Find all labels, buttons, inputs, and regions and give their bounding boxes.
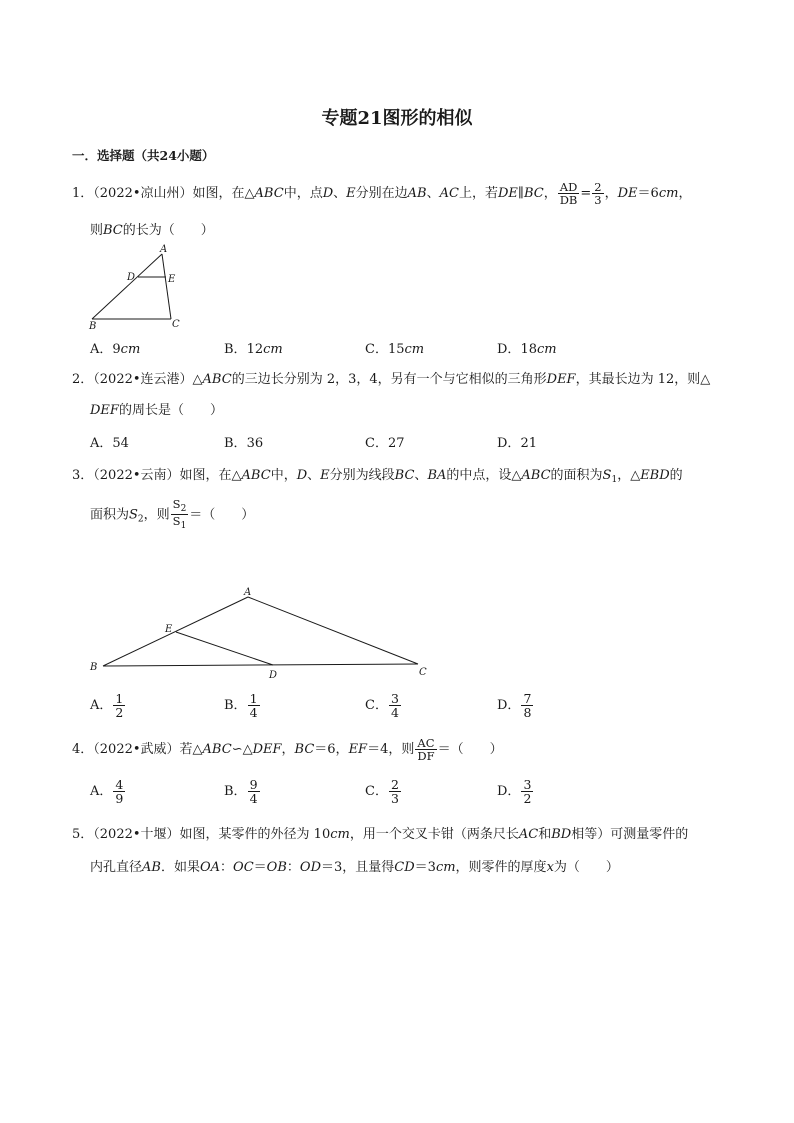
label-d: D [127, 272, 136, 283]
triangle-figure-q3 [84, 585, 434, 685]
q2-option-b[interactable]: B．36 [224, 436, 264, 451]
q4-option-b[interactable]: B． $\frac{9}{4}$ [224, 777, 258, 807]
question-2-line-1: 2．（2022•连云港）△ABC的三边长分别为 2，3，4，另有一个与它相似的三角形DEF，其最长边为 12，则△ [72, 372, 711, 387]
fraction-ac-df: $\frac{AC}{DF}$ [417, 736, 435, 764]
q4-option-a[interactable]: A． $\frac{4}{9}$ [90, 777, 124, 807]
q4-option-d[interactable]: D． $\frac{3}{2}$ [497, 777, 532, 807]
question-1-line-1: 1．（2022•凉山州）如图，在△ABC中，点D、E分别在边AB、AC上，若DE∥BC， $\frac{AD}{DB}$ = $\frac{2}{3}$ ，DE＝6cm， [72, 180, 692, 208]
label-e: E [168, 274, 176, 285]
section-heading: 一．选择题（共24小题） [72, 148, 215, 163]
q2-option-d[interactable]: D．21 [497, 436, 537, 451]
q1-option-d[interactable]: D．18cm [497, 342, 557, 357]
question-3-line-1: 3．（2022•云南）如图，在△ABC中，D、E分别为线段BC、BA的中点，设△ABC的面积为$S_1$，△EBD的 [72, 468, 683, 485]
question-3-line-2: 面积为$S_2$，则 $\frac{S_2}{S_1}$ ＝（ ） [90, 497, 255, 532]
q1-option-c[interactable]: C．15cm [365, 342, 425, 357]
label-e: E [165, 624, 173, 635]
q2-option-c[interactable]: C．27 [365, 436, 405, 451]
fraction-ad-db: $\frac{AD}{DB}$ [559, 180, 578, 208]
q3-option-a[interactable]: A． $\frac{1}{2}$ [90, 691, 124, 721]
q1-option-a[interactable]: A．9cm [90, 342, 141, 357]
question-5-line-2: 内孔直径AB．如果OA：OC＝OB：OD＝3，且量得CD＝3cm，则零件的厚度x为（ ） [90, 860, 619, 875]
label-b: B [89, 321, 97, 332]
question-4-line-1: 4．（2022•武威）若△ABC∽△DEF，BC＝6，EF＝4，则 $\frac{AC}{DF}$ ＝（ ） [72, 736, 503, 764]
q2-option-a[interactable]: A．54 [90, 436, 129, 451]
q3-option-d[interactable]: D． $\frac{7}{8}$ [497, 691, 532, 721]
q1-option-b[interactable]: B．12cm [224, 342, 283, 357]
page-title: 专题21图形的相似 [321, 108, 473, 129]
fraction-2-3: $\frac{2}{3}$ [594, 180, 602, 208]
fraction-s2-s1: $\frac{S_2}{S_1}$ [172, 497, 187, 532]
question-1-line-2: 则BC的长为（ ） [90, 223, 214, 238]
label-a: A [244, 587, 252, 598]
label-c: C [172, 319, 180, 330]
label-a: A [160, 244, 168, 255]
q3-option-c[interactable]: C． $\frac{3}{4}$ [365, 691, 399, 721]
q4-option-c[interactable]: C． $\frac{2}{3}$ [365, 777, 399, 807]
label-d: D [269, 670, 278, 681]
question-2-line-2: DEF的周长是（ ） [90, 403, 223, 418]
label-b: B [90, 662, 98, 673]
triangle-figure-q1 [82, 242, 192, 332]
label-c: C [419, 667, 427, 678]
q3-option-b[interactable]: B． $\frac{1}{4}$ [224, 691, 258, 721]
question-5-line-1: 5．（2022•十堰）如图，某零件的外径为 10cm，用一个交叉卡钳（两条尺长AC和BD相等）可测量零件的 [72, 827, 689, 842]
